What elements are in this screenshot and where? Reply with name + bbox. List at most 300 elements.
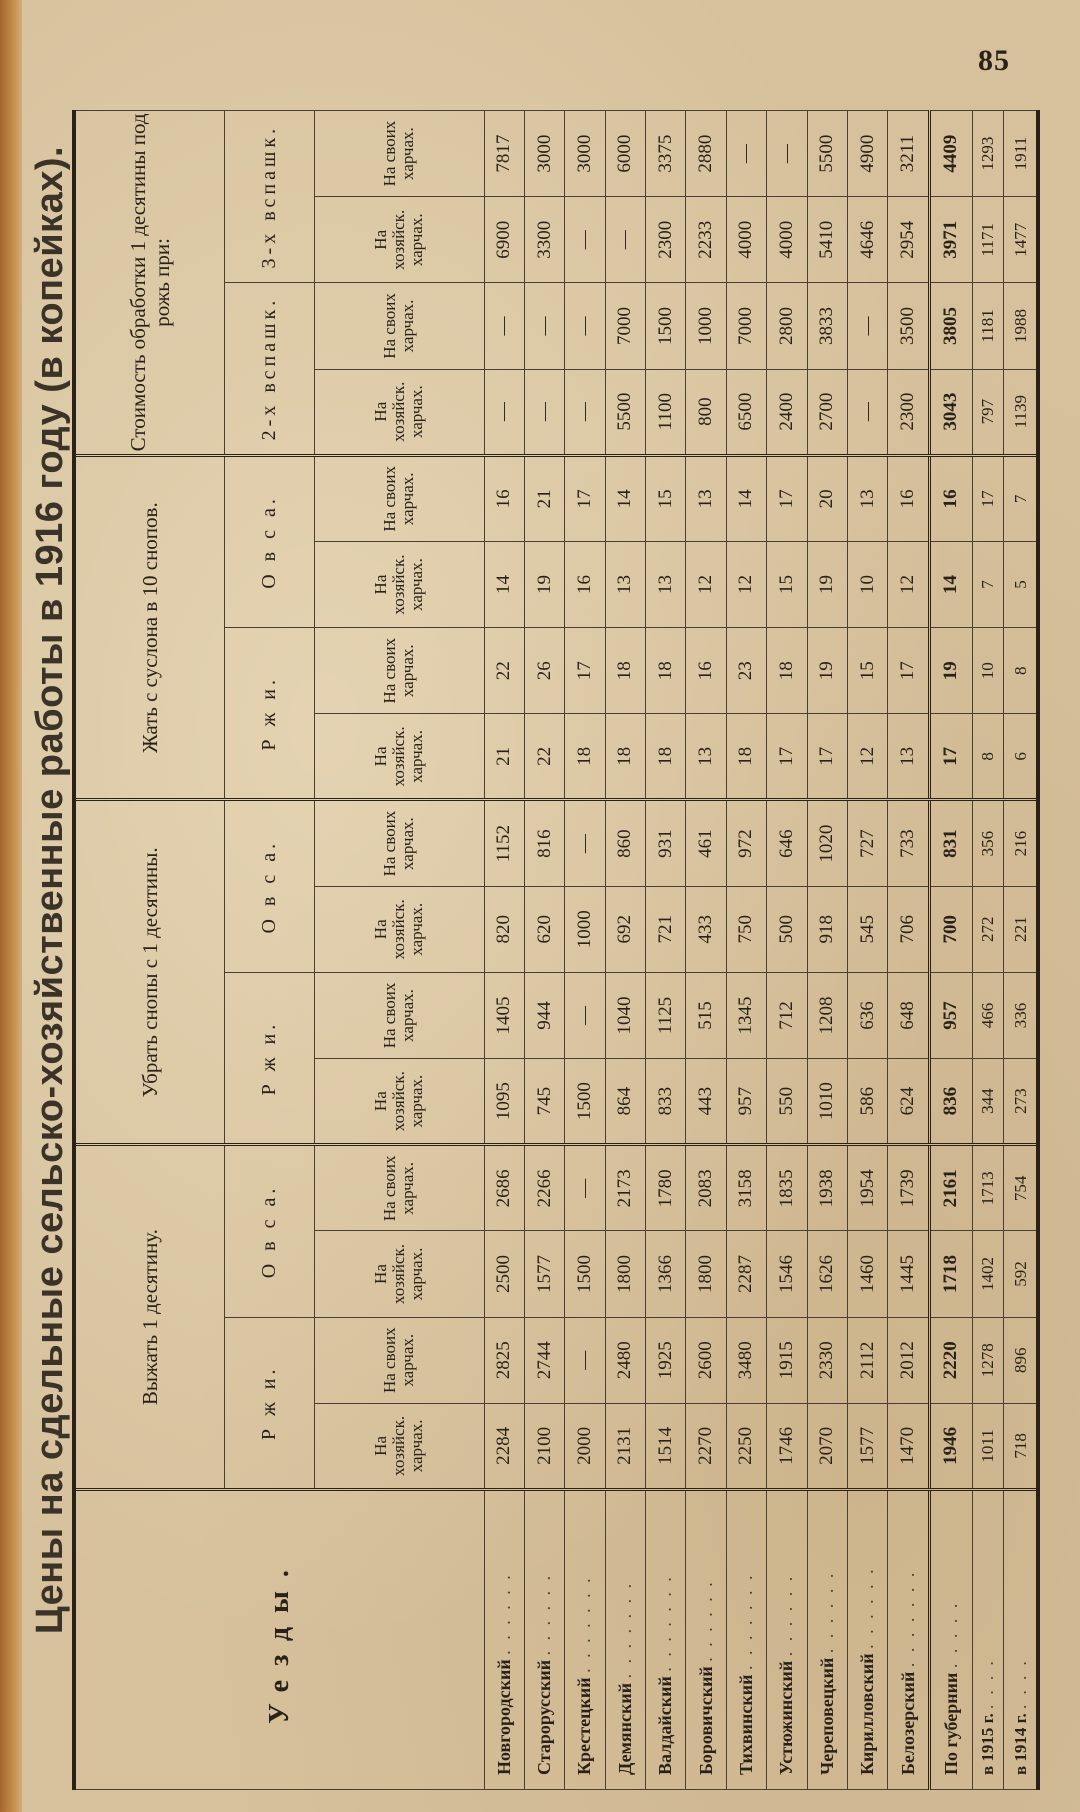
value-cell: 1278 [972,1317,1004,1403]
value-cell: 1366 [646,1231,686,1317]
value-cell: 23 [726,628,766,714]
leader-dots: . . . . . . [816,1570,837,1654]
leaf-header-owner: На хозяйск. харчах. [314,1403,484,1489]
value-cell: 18 [726,714,766,800]
leaf-header-own: На своих харчах. [314,972,484,1058]
value-cell: 3833 [807,283,847,369]
value-cell: 1911 [1004,111,1038,197]
value-cell: 3480 [726,1317,766,1403]
district-name: в 1914 г. [1010,1713,1030,1775]
value-cell: 2000 [565,1403,605,1489]
value-cell: 2083 [686,1145,726,1231]
value-cell: 13 [605,541,645,627]
leader-dots: . . . . . . [776,1573,797,1657]
value-cell: 1925 [646,1317,686,1403]
table-row [767,111,807,1790]
row-name [524,1490,564,1790]
page-number: 85 [978,44,1010,77]
leaf-header-owner: На хозяйск. харчах. [314,714,484,800]
value-cell: 221 [1004,886,1038,972]
value-cell: 1011 [972,1403,1004,1489]
price-table-grid [72,110,1040,1790]
value-cell: 272 [972,886,1004,972]
table-row [565,111,605,1790]
value-cell: 8 [1004,628,1038,714]
leader-dots: . . . . [1010,1658,1030,1710]
value-cell: 624 [888,1059,930,1145]
value-cell: 1100 [646,369,686,455]
row-name [847,1490,887,1790]
district-name: Тихвинский [735,1674,756,1775]
subheader-three-plough: 3-х вспашк. [224,111,314,283]
value-cell: 3805 [930,283,972,369]
value-cell: 545 [847,886,887,972]
value-cell: 944 [524,972,564,1058]
value-cell: 800 [686,369,726,455]
district-name: Кирилловский [857,1653,878,1775]
value-cell: — [565,972,605,1058]
value-cell: 2880 [686,111,726,197]
value-cell: 1626 [807,1231,847,1317]
value-cell: — [524,283,564,369]
value-cell: 17 [888,628,930,714]
value-cell: 4000 [726,197,766,283]
value-cell: 718 [1004,1403,1038,1489]
value-cell: 1946 [930,1403,972,1489]
value-cell: 273 [1004,1059,1038,1145]
value-cell: 18 [646,628,686,714]
value-cell: 1477 [1004,197,1038,283]
value-cell: 4000 [767,197,807,283]
value-cell: 820 [484,886,524,972]
table-row [888,111,930,1790]
value-cell: 2744 [524,1317,564,1403]
value-cell: 2173 [605,1145,645,1231]
group-header-gather: Убрать снопы с 1 десятины. [74,800,224,1145]
value-cell: 700 [930,886,972,972]
subheader-bind-oats: О в с а. [224,455,314,627]
value-cell: 750 [726,886,766,972]
value-cell: 500 [767,886,807,972]
value-cell: 8 [972,714,1004,800]
value-cell: 3971 [930,197,972,283]
value-cell: 18 [605,628,645,714]
value-cell: 1000 [686,283,726,369]
value-cell: 2500 [484,1231,524,1317]
value-cell: 19 [524,541,564,627]
value-cell: 1718 [930,1231,972,1317]
value-cell: 13 [847,455,887,541]
value-cell: 831 [930,800,972,886]
value-cell: 2250 [726,1403,766,1489]
value-cell: 1938 [807,1145,847,1231]
value-cell: 19 [807,541,847,627]
value-cell: 896 [1004,1317,1038,1403]
value-cell: — [767,111,807,197]
leaf-header-own: На своих харчах. [314,1317,484,1403]
row-name [807,1490,847,1790]
group-header-bind: Жать с суслона в 10 снопов. [74,455,224,800]
table-row [484,111,524,1790]
table-title: Цены на сдельные сельско-хозяйственные работы в 1916 году (в копейках). [28,145,71,1635]
value-cell: — [484,369,524,455]
value-cell: 1800 [605,1231,645,1317]
value-cell: 1000 [565,886,605,972]
group-header-reap: Выжать 1 десятину. [74,1145,224,1490]
leaf-header-own: На своих харчах. [314,283,484,369]
value-cell: 1095 [484,1059,524,1145]
value-cell: 1514 [646,1403,686,1489]
value-cell: 7817 [484,111,524,197]
table-row [807,111,847,1790]
leaf-header-own: На своих харчах. [314,628,484,714]
value-cell: 6500 [726,369,766,455]
value-cell: 6900 [484,197,524,283]
value-cell: 860 [605,800,645,886]
value-cell: 1293 [972,111,1004,197]
value-cell: 2012 [888,1317,930,1403]
row-name [686,1490,726,1790]
value-cell: 2220 [930,1317,972,1403]
value-cell: 721 [646,886,686,972]
value-cell: 12 [686,541,726,627]
value-cell: 16 [565,541,605,627]
district-name: Белозерский [897,1671,918,1775]
subheader-reap-oats: О в с а. [224,1145,314,1317]
value-cell: — [847,283,887,369]
district-name: Устюжинский [776,1660,797,1775]
leaf-header-own: На своих харчах. [314,111,484,197]
table-row [686,111,726,1790]
value-cell: 433 [686,886,726,972]
value-cell: 6 [1004,714,1038,800]
value-cell: 586 [847,1059,887,1145]
book-spine [0,0,22,1812]
leader-dots: . . . . . . . [655,1574,676,1672]
value-cell: 16 [686,628,726,714]
value-cell: 1445 [888,1231,930,1317]
value-cell: 1915 [767,1317,807,1403]
value-cell: 18 [767,628,807,714]
value-cell: — [726,111,766,197]
row-name [646,1490,686,1790]
district-name: По губернии [940,1672,961,1775]
value-cell: 2686 [484,1145,524,1231]
district-name: Старорусский [534,1659,555,1775]
value-cell: 2700 [807,369,847,455]
value-cell: 21 [484,714,524,800]
value-cell: 1500 [646,283,686,369]
value-cell: 2161 [930,1145,972,1231]
district-name: Демянский [614,1682,635,1775]
value-cell: 443 [686,1059,726,1145]
value-cell: 972 [726,800,766,886]
value-cell: — [524,369,564,455]
row-name [605,1490,645,1790]
value-cell: 712 [767,972,807,1058]
value-cell: 7000 [605,283,645,369]
value-cell: 3500 [888,283,930,369]
leaf-header-owner: На хозяйск. харчах. [314,886,484,972]
district-name: в 1915 г. [978,1713,998,1775]
previous-year-row [1004,111,1038,1790]
value-cell: 797 [972,369,1004,455]
value-cell: 1577 [847,1403,887,1489]
value-cell: 1020 [807,800,847,886]
value-cell: 17 [930,714,972,800]
subheader-gather-oats: О в с а. [224,800,314,972]
value-cell: 745 [524,1059,564,1145]
value-cell: — [847,369,887,455]
value-cell: 14 [605,455,645,541]
value-cell: 2300 [888,369,930,455]
value-cell: 17 [767,714,807,800]
value-cell: 1171 [972,197,1004,283]
value-cell: 19 [807,628,847,714]
value-cell: 3043 [930,369,972,455]
value-cell: 3300 [524,197,564,283]
value-cell: 1577 [524,1231,564,1317]
district-name: Крестецкий [574,1677,595,1775]
subheader-bind-rye: Р ж и. [224,628,314,800]
leaf-header-owner: На хозяйск. харчах. [314,1231,484,1317]
value-cell: 17 [972,455,1004,541]
value-cell: 2600 [686,1317,726,1403]
value-cell: 1954 [847,1145,887,1231]
value-cell: — [605,197,645,283]
value-cell: 2300 [646,197,686,283]
value-cell: 20 [807,455,847,541]
subheader-gather-rye: Р ж и. [224,972,314,1144]
value-cell: 17 [807,714,847,800]
value-cell: 356 [972,800,1004,886]
value-cell: 1739 [888,1145,930,1231]
value-cell: 21 [524,455,564,541]
value-cell: 1835 [767,1145,807,1231]
value-cell: 216 [1004,800,1038,886]
value-cell: 7000 [726,283,766,369]
value-cell: 10 [972,628,1004,714]
value-cell: 1546 [767,1231,807,1317]
leader-dots: . . . . . . . [574,1575,595,1673]
value-cell: 4409 [930,111,972,197]
value-cell: 592 [1004,1231,1038,1317]
leader-dots: . . . . . . . [614,1580,635,1679]
value-cell: — [565,1317,605,1403]
value-cell: 3375 [646,111,686,197]
value-cell: 1800 [686,1231,726,1317]
previous-year-row [972,111,1004,1790]
value-cell: 2270 [686,1403,726,1489]
leader-dots: . . . . . . [493,1572,514,1655]
value-cell: 17 [565,455,605,541]
district-name: Боровичский [695,1666,716,1775]
value-cell: 344 [972,1059,1004,1145]
value-cell: 18 [605,714,645,800]
value-cell: 2112 [847,1317,887,1403]
value-cell: 816 [524,800,564,886]
value-cell: 733 [888,800,930,886]
value-cell: 13 [646,541,686,627]
table-row [726,111,766,1790]
row-name [1004,1490,1038,1790]
value-cell: 1988 [1004,283,1038,369]
value-cell: 15 [646,455,686,541]
district-name: Валдайский [655,1676,676,1775]
value-cell: 16 [484,455,524,541]
value-cell: 1746 [767,1403,807,1489]
value-cell: 2825 [484,1317,524,1403]
value-cell: — [565,1145,605,1231]
value-cell: 5500 [605,369,645,455]
subheader-two-plough: 2-х вспашк. [224,283,314,455]
value-cell: 3000 [524,111,564,197]
value-cell: 12 [888,541,930,627]
value-cell: — [565,800,605,886]
value-cell: 18 [565,714,605,800]
leader-dots: . . . . . . [857,1566,878,1649]
value-cell: 515 [686,972,726,1058]
value-cell: 692 [605,886,645,972]
value-cell: 14 [726,455,766,541]
value-cell: 1040 [605,972,645,1058]
value-cell: 5500 [807,111,847,197]
value-cell: 14 [930,541,972,627]
value-cell: 16 [888,455,930,541]
value-cell: 1181 [972,283,1004,369]
leaf-header-owner: На хозяйск. харчах. [314,541,484,627]
row-name [972,1490,1004,1790]
value-cell: 17 [565,628,605,714]
value-cell: 864 [605,1059,645,1145]
value-cell: 1500 [565,1231,605,1317]
leader-dots: . . . . . . . [735,1572,756,1670]
leaf-header-own: На своих харчах. [314,800,484,886]
value-cell: 2480 [605,1317,645,1403]
value-cell: 2100 [524,1403,564,1489]
value-cell: 957 [930,972,972,1058]
value-cell: 648 [888,972,930,1058]
leader-dots: . . . . [978,1658,998,1710]
value-cell: 6000 [605,111,645,197]
district-name: Новгородский [493,1659,514,1775]
value-cell: 957 [726,1059,766,1145]
value-cell: 3158 [726,1145,766,1231]
leaf-header-own: На своих харчах. [314,455,484,541]
table-row [605,111,645,1790]
group-header-plough: Стоимость обработки 1 десятины под рожь при: [74,111,224,456]
value-cell: 4646 [847,197,887,283]
value-cell: 3211 [888,111,930,197]
value-cell: 1125 [646,972,686,1058]
value-cell: — [565,197,605,283]
value-cell: 15 [767,541,807,627]
value-cell: 1345 [726,972,766,1058]
value-cell: 17 [767,455,807,541]
value-cell: 1470 [888,1403,930,1489]
value-cell: 12 [847,714,887,800]
value-cell: 15 [847,628,887,714]
leaf-header-owner: На хозяйск. харчах. [314,1059,484,1145]
value-cell: 18 [646,714,686,800]
value-cell: 22 [524,714,564,800]
value-cell: 2287 [726,1231,766,1317]
value-cell: 1139 [1004,369,1038,455]
value-cell: 5410 [807,197,847,283]
leader-dots: . . . . . [940,1600,961,1669]
value-cell: 13 [686,455,726,541]
value-cell: 2800 [767,283,807,369]
value-cell: 646 [767,800,807,886]
table-row [646,111,686,1790]
row-name [930,1490,972,1790]
row-name [767,1490,807,1790]
column-header-uezdy: Уезды. [74,1490,484,1790]
value-cell: 26 [524,628,564,714]
subheader-reap-rye: Р ж и. [224,1317,314,1489]
value-cell: 1152 [484,800,524,886]
row-name [565,1490,605,1790]
value-cell: 1780 [646,1145,686,1231]
value-cell: 336 [1004,972,1038,1058]
value-cell: 13 [888,714,930,800]
value-cell: 1500 [565,1059,605,1145]
value-cell: 466 [972,972,1004,1058]
value-cell: 7 [1004,455,1038,541]
value-cell: 833 [646,1059,686,1145]
value-cell: 2284 [484,1403,524,1489]
value-cell: 2233 [686,197,726,283]
value-cell: 4900 [847,111,887,197]
value-cell: — [565,283,605,369]
row-name [726,1490,766,1790]
table-row [524,111,564,1790]
value-cell: 550 [767,1059,807,1145]
row-name [484,1490,524,1790]
value-cell: 2070 [807,1403,847,1489]
value-cell: 12 [726,541,766,627]
value-cell: 19 [930,628,972,714]
value-cell: 461 [686,800,726,886]
leaf-header-owner: На хозяйск. харчах. [314,197,484,283]
value-cell: 13 [686,714,726,800]
value-cell: 2954 [888,197,930,283]
leaf-header-own: На своих харчах. [314,1145,484,1231]
leaf-header-owner: На хозяйск. харчах. [314,369,484,455]
price-table [72,110,1040,1790]
value-cell: 2330 [807,1317,847,1403]
value-cell: 836 [930,1059,972,1145]
value-cell: 10 [847,541,887,627]
table-body [484,111,1038,1790]
value-cell: 22 [484,628,524,714]
row-name [888,1490,930,1790]
value-cell: 754 [1004,1145,1038,1231]
value-cell: 918 [807,886,847,972]
value-cell: 1405 [484,972,524,1058]
value-cell: 1713 [972,1145,1004,1231]
value-cell: 636 [847,972,887,1058]
value-cell: 7 [972,541,1004,627]
value-cell: 5 [1004,541,1038,627]
value-cell: 1208 [807,972,847,1058]
value-cell: 620 [524,886,564,972]
value-cell: 3000 [565,111,605,197]
value-cell: 2266 [524,1145,564,1231]
value-cell: 1010 [807,1059,847,1145]
value-cell: 2131 [605,1403,645,1489]
total-row [930,111,972,1790]
